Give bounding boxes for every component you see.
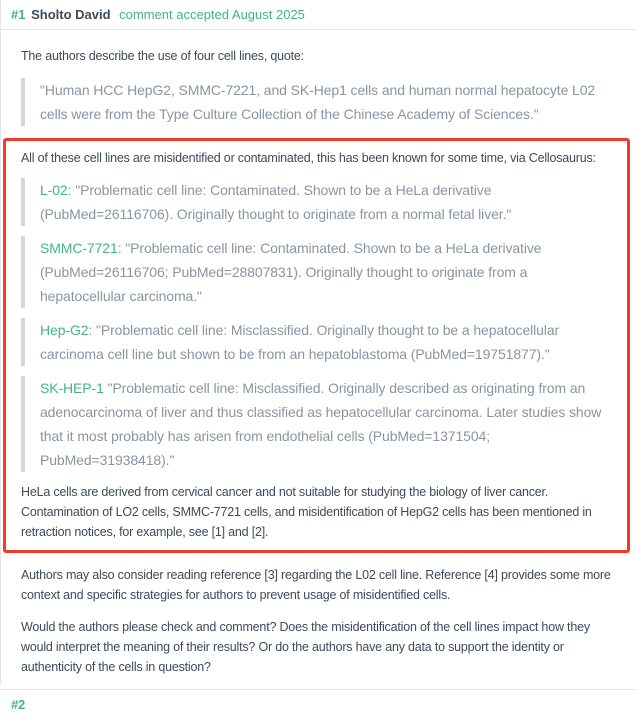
- highlight-lead-paragraph: All of these cell lines are misidentified or contaminated, this has been known for some time, via Cellosaurus:: [21, 151, 596, 165]
- comment-body: [1, 30, 636, 719]
- comment-author[interactable]: Sholto David: [31, 7, 111, 22]
- cell-line-quote: [21, 318, 615, 366]
- comment-header: [1, 0, 636, 30]
- cell-line-quote: [21, 178, 615, 226]
- cell-line-link-smmc7721[interactable]: SMMC-7721: [40, 240, 118, 256]
- question-paragraph: Would the authors please check and comment? Does the misidentification of the cell lines impact how they would interpret the meaning of their results? Or do the authors have any data to support the identity or authenticity of the cells in question?: [21, 620, 590, 674]
- cell-line-separator: :: [88, 322, 97, 338]
- highlight-conclusion-paragraph: HeLa cells are derived from cervical cancer and not suitable for studying the biology of liver cancer. Contamination of LO2 cells, SMMC-7721 cells, and misidentification of HepG2 cells has been mentioned in retraction notices, for example, see [1] and [2].: [21, 485, 592, 539]
- cell-line-quote-text: "Problematic cell line: Contaminated. Shown to be a HeLa derivative (PubMed=26116706; PubMed=28807831). Originally thought to originate from a hepatocellular carcinoma.": [40, 240, 542, 304]
- cell-line-quote-text: "Problematic cell line: Misclassified. Originally thought to be a hepatocellular carcinoma cell line but shown to be from an hepatoblastoma (PubMed=19751877).": [40, 322, 560, 362]
- cell-line-link-hepg2[interactable]: Hep-G2: [40, 322, 89, 338]
- cell-line-quote-text: "Problematic cell line: Contaminated. Shown to be a HeLa derivative (PubMed=26116706). Originally thought to originate from a normal fetal liver.": [40, 182, 512, 222]
- references-paragraph: Authors may also consider reading reference [3] regarding the L02 cell line. Reference [4] provides some more context and specific strategies for authors to prevent usage of misidentified cells.: [21, 568, 611, 602]
- cell-line-separator: :: [117, 240, 126, 256]
- cell-line-link-skhep1[interactable]: SK-HEP-1: [40, 380, 104, 396]
- source-quote-block: "Human HCC HepG2, SMMC-7221, and SK-Hep1 cells and human normal hepatocyte L02 cells were from the Type Culture Collection of the Chinese Academy of Sciences.": [21, 78, 616, 126]
- comment-number: #1: [11, 7, 26, 22]
- cell-line-quote-text: "Problematic cell line: Misclassified. Originally described as originating from an adenocarcinoma of liver and thus classified as hepatocellular carcinoma. Later studies show that it most probably has arisen from endothelial cells (PubMed=1371504; PubMed=31938418).": [40, 380, 602, 468]
- red-annotation-box: [3, 138, 630, 553]
- next-comment-header: [1, 689, 636, 719]
- cell-line-quote: [21, 236, 615, 308]
- intro-paragraph: The authors describe the use of four cell lines, quote:: [21, 49, 304, 63]
- cell-line-quote: [21, 376, 615, 472]
- comment-status: comment accepted August 2025: [119, 7, 305, 22]
- next-comment-number: #2: [11, 697, 26, 712]
- cell-line-separator: :: [67, 182, 76, 198]
- cell-line-link-l02[interactable]: L-02: [40, 182, 68, 198]
